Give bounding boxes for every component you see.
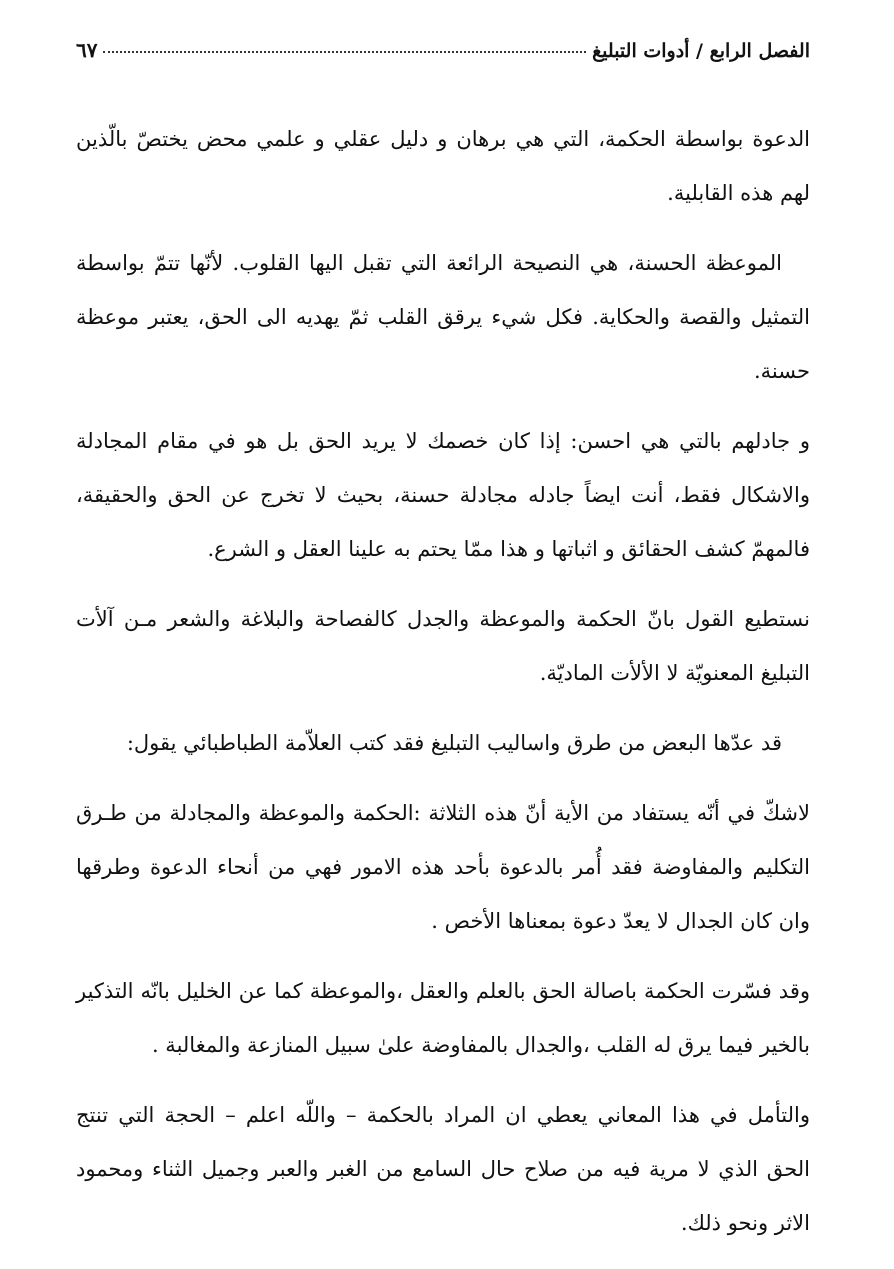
paragraph-mawiza: الموعظة الحسنة، هي النصيحة الرائعة التي تقبل اليها القلوب. لأنّها تتمّ بواسطة التمثيل والقصة والحكاية. فكل شيء يرقق القلب ثمّ يهديه الى الحق، يعتبر موعظة حسنة.: [76, 251, 810, 383]
paragraph-quote: لاشكّ في أنّه يستفاد من الأية أنّ هذه الثلاثة :الحكمة والموعظة والمجادلة من طـرق التكليم والمفاوضة فقد أُمر بالدعوة بأحد هذه الامور فهي من أنحاء الدعوة وطرقها وان كان الجدال لا يعدّ دعوة بمعناها الأخص .: [76, 801, 810, 933]
chapter-title: الفصل الرابع / أدوات التبليغ: [592, 40, 810, 62]
document-page: [76, 38, 810, 1238]
body-text: [76, 112, 810, 1250]
paragraph-conclusion: نستطيع القول بانّ الحكمة والموعظة والجدل كالفصاحة والبلاغة والشعر مـن آلأت التبليغ المعنويّة لا الألأت الماديّة.: [76, 607, 810, 685]
paragraph-definitions: وقد فسّرت الحكمة باصالة الحق بالعلم والعقل ،والموعظة كما عن الخليل بانّه التذكير بالخير فيما يرق له القلب ،والجدال بالمفاوضة علىٰ سبيل المنازعة والمغالبة .: [76, 979, 810, 1057]
leader-dots: [103, 51, 586, 53]
paragraph-hikma: الدعوة بواسطة الحكمة، التي هي برهان و دليل عقلي و علمي محض يختصّ بالّذين لهم هذه القابلية.: [76, 127, 810, 205]
page-number: ٦٧: [76, 38, 98, 62]
paragraph-jadal: و جادلهم بالتي هي احسن: إذا كان خصمك لا يريد الحق بل هو في مقام المجادلة والاشكال فقط، أنت ايضاً جادله مجادلة حسنة، بحيث لا تخرج عن الحق والحقيقة، فالمهمّ كشف الحقائق و اثباتها و هذا ممّا يحتم به علينا العقل و الشرع.: [76, 429, 810, 561]
running-header: [76, 38, 810, 78]
paragraph-reflection: والتأمل في هذا المعاني يعطي ان المراد بالحكمة – واللّه اعلم – الحجة التي تنتج الحق الذي لا مرية فيه من صلاح حال السامع من الغبر والعبر وجميل الثناء ومحمود الاثر ونحو ذلك.: [76, 1103, 810, 1235]
paragraph-tabatabai-intro: قد عدّها البعض من طرق واساليب التبليغ فقد كتب العلاّمة الطباطبائي يقول:: [126, 731, 782, 755]
